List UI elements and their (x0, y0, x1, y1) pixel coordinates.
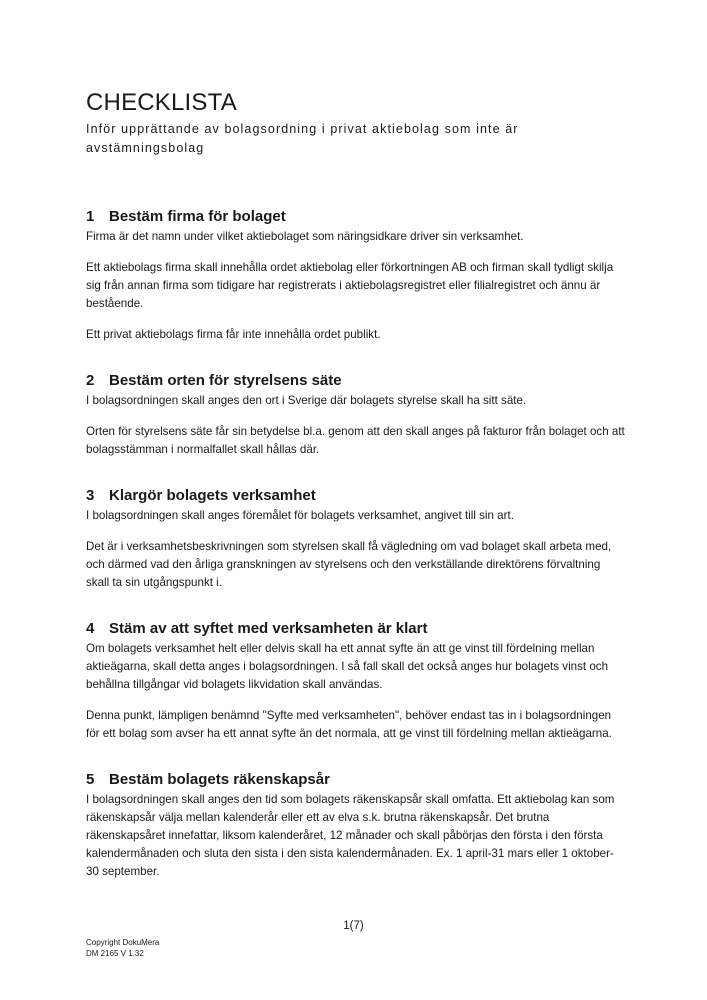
paragraph: Firma är det namn under vilket aktiebolaget som näringsidkare driver sin verksamhet. (86, 230, 524, 243)
paragraph: I bolagsordningen skall anges den ort i Sverige där bolagets styrelse skall ha sitt säte. (86, 394, 527, 407)
section-title: Bestäm bolagets räkenskapsår (109, 771, 330, 788)
document-page (86, 88, 626, 881)
section-heading (86, 486, 626, 506)
copyright-text: Copyright DokuMera (86, 938, 160, 947)
document-title: CHECKLISTA (86, 89, 237, 116)
section-heading (86, 770, 626, 790)
section-title: Stäm av att syftet med verksamheten är klart (109, 620, 428, 637)
paragraph: Denna punkt, lämpligen benämnd "Syfte med verksamheten", behöver endast tas in i bolagsordningen för ett bolag som avser ha ett annat syfte än det normala, att ge vinst till fördelning mellan aktieägarna. (86, 709, 612, 740)
section-number: 5 (86, 771, 95, 788)
section-title: Bestäm firma för bolaget (109, 208, 286, 225)
footer-meta (86, 937, 159, 959)
section-title: Bestäm orten för styrelsens säte (109, 372, 342, 389)
section-5 (86, 770, 626, 881)
paragraph: Ett aktiebolags firma skall innehålla ordet aktiebolag eller förkortningen AB och firman skall tydligt skilja sig från annan firma som tidigare har registrerats i aktiebolagsregistret eller filialregistret och ännu är bestående. (86, 261, 614, 310)
page-number: 1(7) (343, 920, 364, 932)
section-2 (86, 371, 626, 459)
section-heading (86, 207, 626, 227)
paragraph: Det är i verksamhetsbeskrivningen som styrelsen skall få vägledning om vad bolaget skall arbeta med, och därmed vad den årliga granskningen av styrelsens och den verkställande direktörens förvaltning skall ta sin utgångspunkt i. (86, 540, 612, 589)
section-heading (86, 619, 626, 639)
paragraph: Ett privat aktiebolags firma får inte innehålla ordet publikt. (86, 328, 381, 341)
section-number: 1 (86, 208, 95, 225)
section-number: 4 (86, 620, 95, 637)
paragraph: Om bolagets verksamhet helt eller delvis skall ha ett annat syfte än att ge vinst till fördelning mellan aktieägarna, skall detta anges i bolagsordningen. I så fall skall det också anges hur bolagets vinst och behållna tillgångar vid bolagets likvidation skall användas. (86, 642, 609, 691)
section-4 (86, 619, 626, 743)
section-3 (86, 486, 626, 592)
section-number: 2 (86, 372, 95, 389)
section-heading (86, 371, 626, 391)
document-id: DM 2165 V 1.32 (86, 949, 144, 958)
paragraph: Orten för styrelsens säte får sin betydelse bl.a. genom att den skall anges på fakturor från bolaget och att bolagsstämman i normalfallet skall hållas där. (86, 425, 625, 456)
document-subtitle: Inför upprättande av bolagsordning i privat aktiebolag som inte är avstämningsbolag (86, 122, 519, 155)
section-1 (86, 207, 626, 344)
section-title: Klargör bolagets verksamhet (109, 487, 316, 504)
paragraph: I bolagsordningen skall anges den tid som bolagets räkenskapsår skall omfatta. Ett aktiebolag kan som räkenskapsår välja mellan kalenderår eller ett av elva s.k. brutna räkenskapsår. Det brutna räkenskapsåret innefattar, liksom kalenderåret, 12 månader och skall påbörjas den första i den första kalendermånaden och sluta den sista i den sista kalendermånaden. Ex. 1 april-31 mars eller 1 oktober-30 september. (86, 793, 615, 878)
paragraph: I bolagsordningen skall anges föremålet för bolagets verksamhet, angivet till sin art. (86, 509, 514, 522)
section-number: 3 (86, 487, 95, 504)
